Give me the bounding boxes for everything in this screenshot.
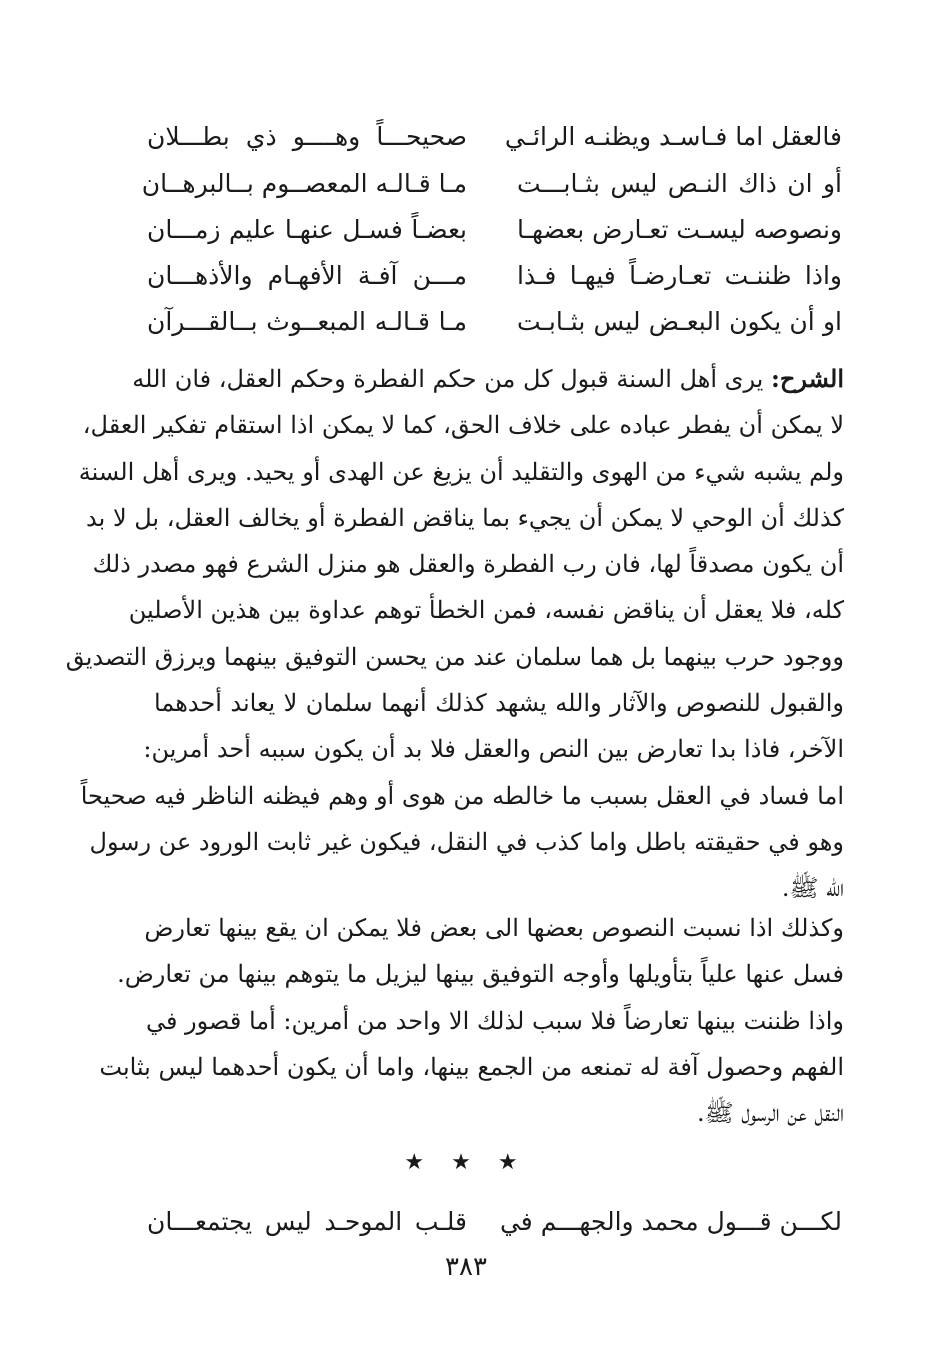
second-paragraph	[99, 905, 844, 1136]
commentary-line: اما فساد في العقل بسبب ما خالطه من هوى أو وهم فيظنه الناظر فيه صحيحاً	[80, 781, 844, 810]
commentary-line: الشرح: يرى أهل السنة قبول كل من حكم الفطرة وحكم العقل، فان الله	[132, 364, 844, 393]
commentary-line: لا يمكن أن يفطر عباده على خلاف الحق، كما لا يمكن اذا استقام تفكير العقل،	[82, 411, 844, 440]
commentary-paragraph	[65, 356, 844, 912]
poem-verse-1	[147, 113, 842, 161]
commentary-line: كذلك أن الوحي لا يمكن أن يجيء بما يناقض الفطرة أو يخالف العقل، بل لا بد	[86, 503, 844, 532]
commentary-line: والقبول للنصوص والآثار والله يشهد كذلك أنهما سلمان لا يعاند أحدهما	[154, 689, 844, 718]
section-separator-stars: ★ ★ ★	[404, 1150, 528, 1175]
commentary-line: الله ﷺ.	[781, 874, 844, 903]
verse-first-hemistich: فالعقل اما فـاسـد ويظنـه الرائـي	[504, 122, 842, 151]
verse-first-hemistich: ونصوصه ليسـت تعـارض بعضهـا	[517, 215, 842, 244]
paragraph-line: وكذلك اذا نسبت النصوص بعضها الى بعض فلا يمكن ان يقع بينها تعارض	[144, 914, 844, 942]
commentary-heading: الشرح:	[771, 364, 844, 393]
poem-verse-2	[141, 160, 842, 208]
commentary-line: وهو في حقيقته باطل واما كذب في النقل، فيكون غير ثابت الورود عن رسول	[89, 827, 844, 856]
commentary-line: أن يكون مصدقاً لها، فان رب الفطرة والعقل هو منزل الشرع فهو مصدر ذلك	[92, 550, 844, 579]
verse-first-hemistich: أو ان ذاك النـص ليس بثـابـــت	[517, 169, 842, 198]
verse-second-hemistich: قلـب الموحـد ليس يجتمعـــان	[147, 1207, 467, 1236]
commentary-line: ووجود حرب بينهما بل هما سلمان عند من يحسن التوفيق بينهما ويرزق التصديق	[65, 642, 844, 671]
page-number: ٣٨٣	[445, 1252, 487, 1282]
paragraph-line: واذا ظننت بينها تعارضاً فلا سبب لذلك الا واحد من أمرين: أما قصور في	[145, 1006, 844, 1035]
paragraph-line: فسل عنها علياً بتأويلها وأوجه التوفيق بينها ليزيل ما يتوهم بينها من تعارض.	[117, 960, 844, 989]
poem-verse-3	[147, 206, 842, 254]
verse-second-hemistich: مـا قـالـه المعصــوم بــالبرهــان	[141, 169, 467, 198]
commentary-line: كله، فلا يعقل أن يناقض نفسه، فمن الخطأ توهم عداوة بين هذين الأصلين	[128, 596, 844, 625]
verse-second-hemistich: صحيحـــاً وهــــو ذي بطـــلان	[147, 122, 467, 151]
verse-second-hemistich: مـــن آفـة الأفهـام والأذهـــان	[147, 261, 467, 290]
verse-second-hemistich: بعضـاً فسـل عنهـا عليم زمـــان	[147, 215, 467, 244]
poem-verse-4	[147, 252, 842, 300]
commentary-line: ولم يشبه شيء من الهوى والتقليد أن يزيغ عن الهدى أو يحيد. ويرى أهل السنة	[78, 457, 844, 486]
final-verse	[147, 1198, 842, 1246]
paragraph-line: النقل عن الرسول ﷺ.	[697, 1099, 844, 1128]
verse-first-hemistich: واذا ظننـت تعـارضـاً فيهـا فـذا	[517, 261, 842, 290]
verse-second-hemistich: مـا قـالـه المبعــوث بــالقـــرآن	[147, 307, 467, 336]
paragraph-line: الفهم وحصول آفة له تمنعه من الجمع بينها، واما أن يكون أحدهما ليس بثابت	[99, 1052, 844, 1081]
commentary-line: الآخر، فاذا بدا تعارض بين النص والعقل فلا بد أن يكون سببه أحد أمرين:	[143, 735, 844, 764]
verse-first-hemistich: او أن يكون البعـض ليس بثـابـت	[517, 307, 842, 336]
poem-verse-5	[147, 298, 842, 346]
verse-first-hemistich: لكـــن قـــول محمد والجهـــم في	[499, 1207, 842, 1236]
